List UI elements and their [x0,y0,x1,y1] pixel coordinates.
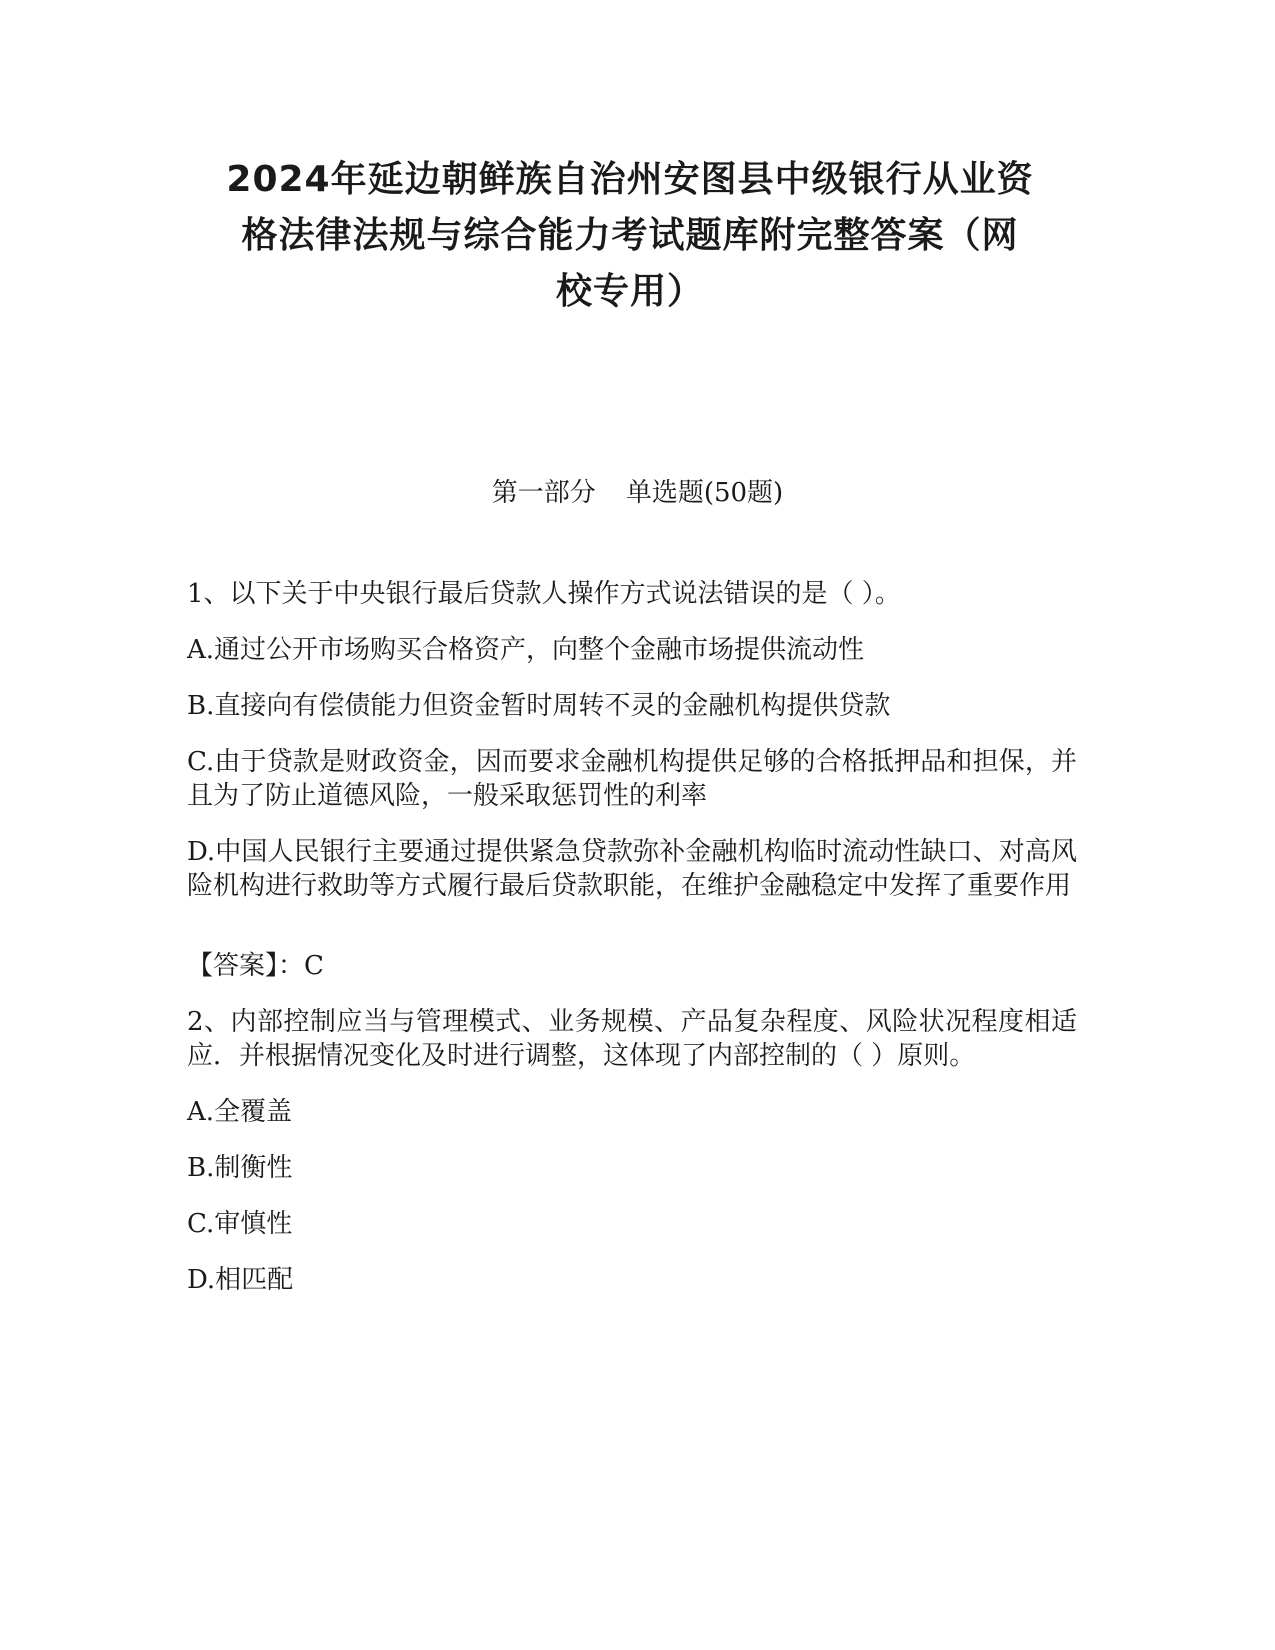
section-type: 单选题(50题) [625,478,784,508]
question-2-stem: 2、内部控制应当与管理模式、业务规模、产品复杂程度、风险状况程度相适应．并根据情况变化及时进行调整，这体现了内部控制的（ ）原则。 [187,1007,1077,1071]
question-1-answer: 【答案】：C [187,951,324,981]
question-list [187,577,1077,1319]
title-line-3: 校专用） [555,271,704,312]
question-1-option-a: A.通过公开市场购买合格资产，向整个金融市场提供流动性 [187,635,865,665]
section-heading [0,476,1275,510]
question-2-option-a: A.全覆盖 [187,1097,293,1127]
question-1-option-d: D.中国人民银行主要通过提供紧急贷款弥补金融机构临时流动性缺口、对高风险机构进行救助等方式履行最后贷款职能，在维护金融稳定中发挥了重要作用 [187,837,1077,901]
question-1-option-b: B.直接向有偿债能力但资金暂时周转不灵的金融机构提供贷款 [187,691,891,721]
title-line-2: 格法律法规与综合能力考试题库附完整答案（网 [241,215,1019,256]
document-title [180,152,1080,320]
question-1-option-c: C.由于贷款是财政资金，因而要求金融机构提供足够的合格抵押品和担保，并且为了防止道德风险，一般采取惩罚性的利率 [187,747,1077,811]
title-line-1: 2024年延边朝鲜族自治州安图县中级银行从业资 [226,159,1034,200]
question-2-option-d: D.相匹配 [187,1265,294,1295]
question-1-stem: 1、以下关于中央银行最后贷款人操作方式说法错误的是（ ）。 [187,579,901,609]
section-part: 第一部分 [491,478,596,508]
question-2 [187,1005,1077,1297]
question-2-option-c: C.审慎性 [187,1209,293,1239]
question-1 [187,577,1077,983]
question-2-option-b: B.制衡性 [187,1153,293,1183]
